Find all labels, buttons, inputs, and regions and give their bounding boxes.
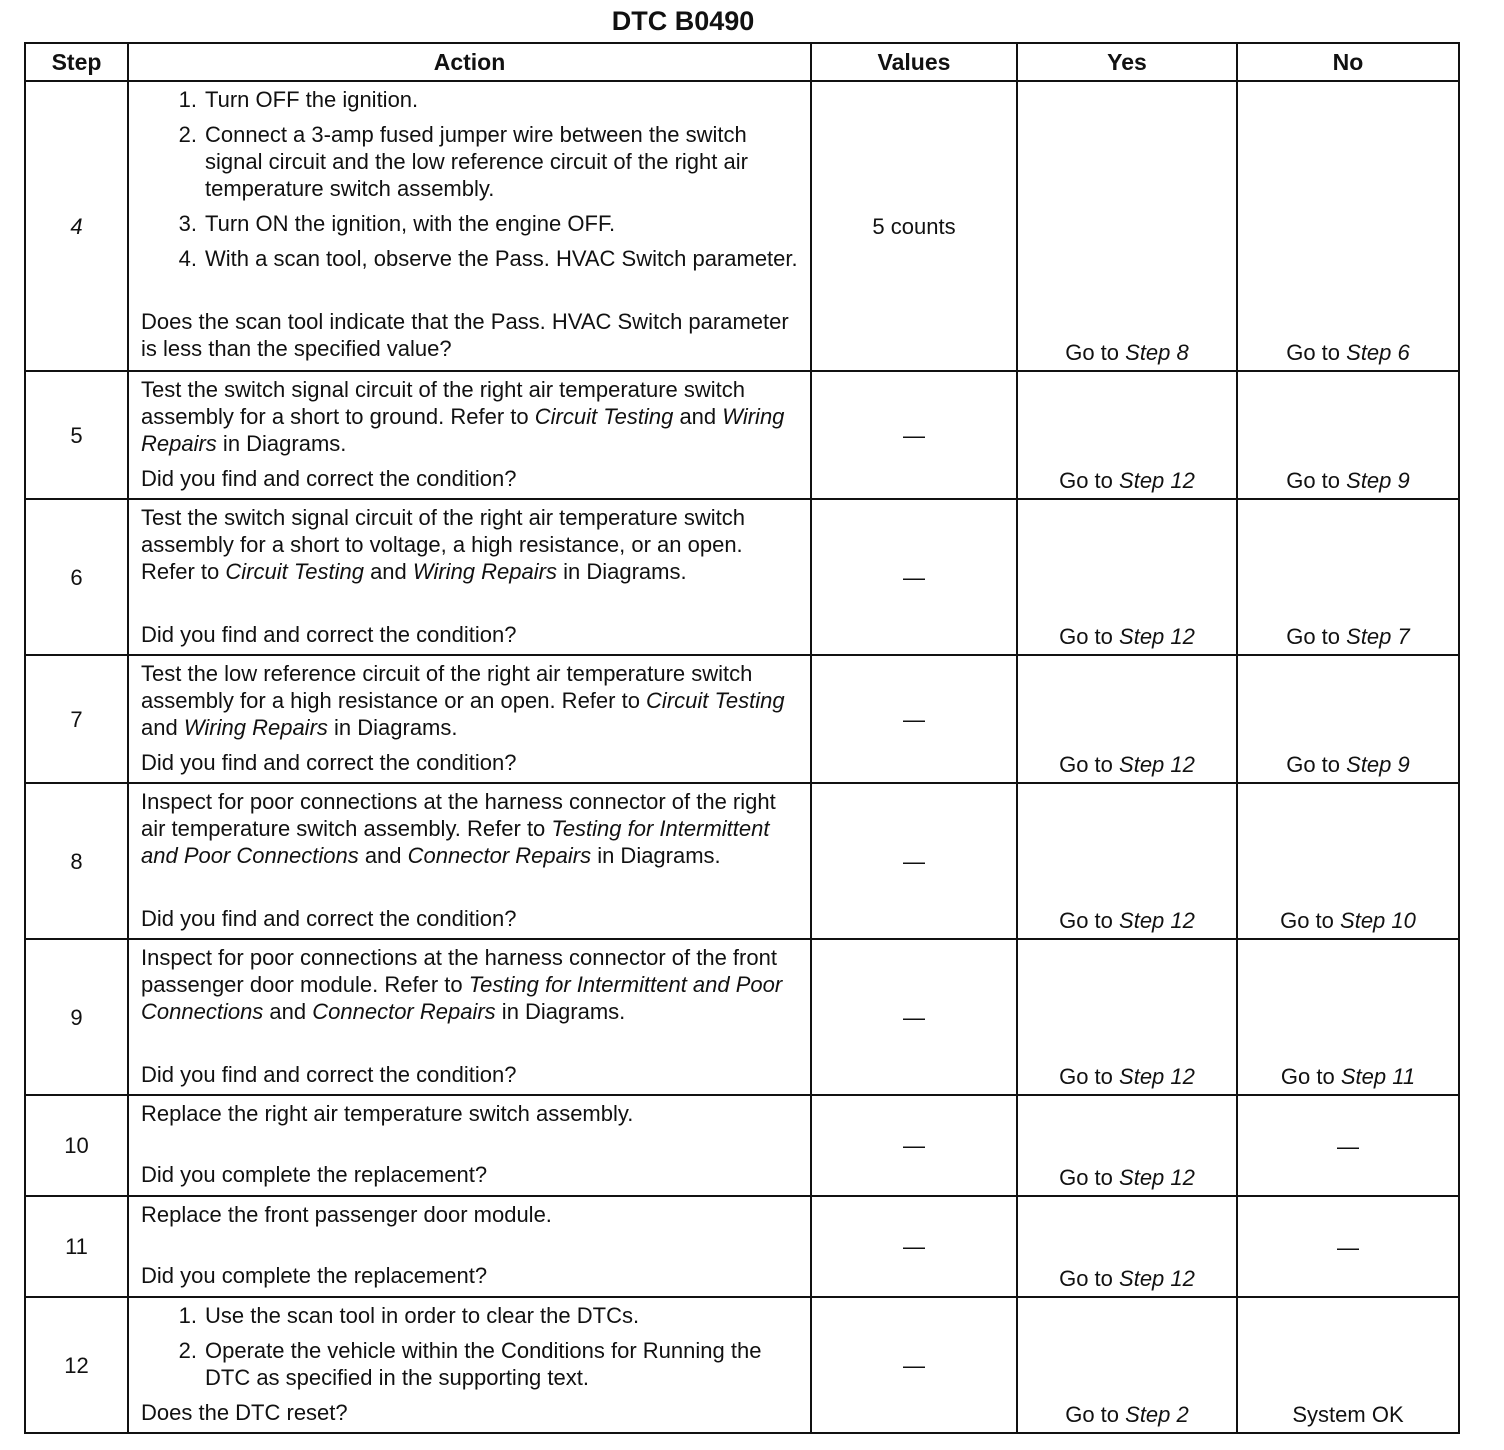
action-cell <box>128 499 811 655</box>
action-cell <box>128 939 811 1095</box>
step-number: 5 <box>25 371 128 499</box>
table-row <box>25 499 1459 655</box>
table-row <box>25 1196 1459 1297</box>
no-cell: — <box>1237 1095 1459 1196</box>
action-question: Did you complete the replacement? <box>141 1263 488 1288</box>
value-cell: — <box>811 939 1017 1095</box>
no-cell: Go to Step 6 <box>1237 81 1459 371</box>
yes-cell: Go to Step 12 <box>1017 1095 1237 1196</box>
value-cell: — <box>811 783 1017 939</box>
list-item: 2. Connect a 3-amp fused jumper wire between the switch signal circuit and the low reference circuit of the right air temperature switch assembly. <box>178 122 748 201</box>
step-number: 9 <box>25 939 128 1095</box>
header-row <box>25 43 1459 81</box>
action-text: Test the low reference circuit of the right air temperature switch assembly for a high resistance or an open. Refer to Circuit Testing and Wiring Repairs in Diagrams. <box>141 661 785 740</box>
action-text: Inspect for poor connections at the harness connector of the right air temperature switch assembly. Refer to Testing for Intermittent and Poor Connections and Connector Repairs in Diagrams. <box>141 789 776 868</box>
step-number: 12 <box>25 1297 128 1433</box>
no-cell: Go to Step 7 <box>1237 499 1459 655</box>
list-item: 3. Turn ON the ignition, with the engine OFF. <box>178 211 616 236</box>
step-number: 8 <box>25 783 128 939</box>
value-cell: — <box>811 499 1017 655</box>
action-question: Did you find and correct the condition? <box>141 466 517 491</box>
action-cell <box>128 1095 811 1196</box>
table-row <box>25 783 1459 939</box>
yes-cell: Go to Step 8 <box>1017 81 1237 371</box>
value-cell: 5 counts <box>811 81 1017 371</box>
action-question: Does the DTC reset? <box>141 1400 348 1425</box>
action-text: Replace the right air temperature switch assembly. <box>141 1101 634 1126</box>
action-question: Did you find and correct the condition? <box>141 1062 517 1087</box>
action-cell <box>128 1297 811 1433</box>
table-row <box>25 655 1459 783</box>
list-item: 2. Operate the vehicle within the Conditions for Running the DTC as specified in the supporting text. <box>178 1338 762 1390</box>
action-cell <box>128 371 811 499</box>
action-question: Did you complete the replacement? <box>141 1162 488 1187</box>
action-question: Did you find and correct the condition? <box>141 622 517 647</box>
action-steps <box>141 1302 798 1399</box>
header-yes: Yes <box>1017 43 1237 81</box>
action-cell <box>128 783 811 939</box>
no-cell: — <box>1237 1196 1459 1297</box>
table-row <box>25 939 1459 1095</box>
yes-cell: Go to Step 12 <box>1017 783 1237 939</box>
step-number: 4 <box>25 81 128 371</box>
header-action: Action <box>128 43 811 81</box>
value-cell: — <box>811 1095 1017 1196</box>
action-question: Does the scan tool indicate that the Pass. HVAC Switch parameter is less than the specified value? <box>141 309 789 361</box>
yes-cell: Go to Step 2 <box>1017 1297 1237 1433</box>
action-text: Test the switch signal circuit of the right air temperature switch assembly for a short to ground. Refer to Circuit Testing and Wiring Repairs in Diagrams. <box>141 377 785 456</box>
no-cell: Go to Step 10 <box>1237 783 1459 939</box>
yes-cell: Go to Step 12 <box>1017 499 1237 655</box>
no-cell: Go to Step 11 <box>1237 939 1459 1095</box>
value-cell: — <box>811 371 1017 499</box>
yes-cell: Go to Step 12 <box>1017 1196 1237 1297</box>
no-cell: Go to Step 9 <box>1237 655 1459 783</box>
action-cell <box>128 1196 811 1297</box>
no-cell: System OK <box>1237 1297 1459 1433</box>
table-row <box>25 81 1459 371</box>
step-number: 10 <box>25 1095 128 1196</box>
action-question: Did you find and correct the condition? <box>141 750 517 775</box>
list-item: 1. Turn OFF the ignition. <box>178 87 419 112</box>
header-step: Step <box>25 43 128 81</box>
action-question: Did you find and correct the condition? <box>141 906 517 931</box>
step-number: 7 <box>25 655 128 783</box>
action-text: Test the switch signal circuit of the right air temperature switch assembly for a short to voltage, a high resistance, or an open. Refer to Circuit Testing and Wiring Repairs in Diagrams. <box>141 505 746 584</box>
action-steps <box>141 86 798 280</box>
table-row <box>25 1095 1459 1196</box>
table-row <box>25 371 1459 499</box>
value-cell: — <box>811 655 1017 783</box>
diagnostic-table <box>24 42 1460 1434</box>
yes-cell: Go to Step 12 <box>1017 371 1237 499</box>
action-text: Inspect for poor connections at the harness connector of the front passenger door module. Refer to Testing for Intermittent and Poor Connections and Connector Repairs in Diagrams. <box>141 945 783 1024</box>
header-values: Values <box>811 43 1017 81</box>
action-cell <box>128 655 811 783</box>
step-number: 11 <box>25 1196 128 1297</box>
table-row <box>25 1297 1459 1433</box>
page-title: DTC B0490 <box>611 6 755 36</box>
header-no: No <box>1237 43 1459 81</box>
value-cell: — <box>811 1297 1017 1433</box>
action-text: Replace the front passenger door module. <box>141 1202 552 1227</box>
yes-cell: Go to Step 12 <box>1017 655 1237 783</box>
list-item: 1. Use the scan tool in order to clear the DTCs. <box>178 1303 640 1328</box>
step-number: 6 <box>25 499 128 655</box>
value-cell: — <box>811 1196 1017 1297</box>
no-cell: Go to Step 9 <box>1237 371 1459 499</box>
yes-cell: Go to Step 12 <box>1017 939 1237 1095</box>
action-cell <box>128 81 811 371</box>
list-item: 4. With a scan tool, observe the Pass. HVAC Switch parameter. <box>178 246 798 271</box>
